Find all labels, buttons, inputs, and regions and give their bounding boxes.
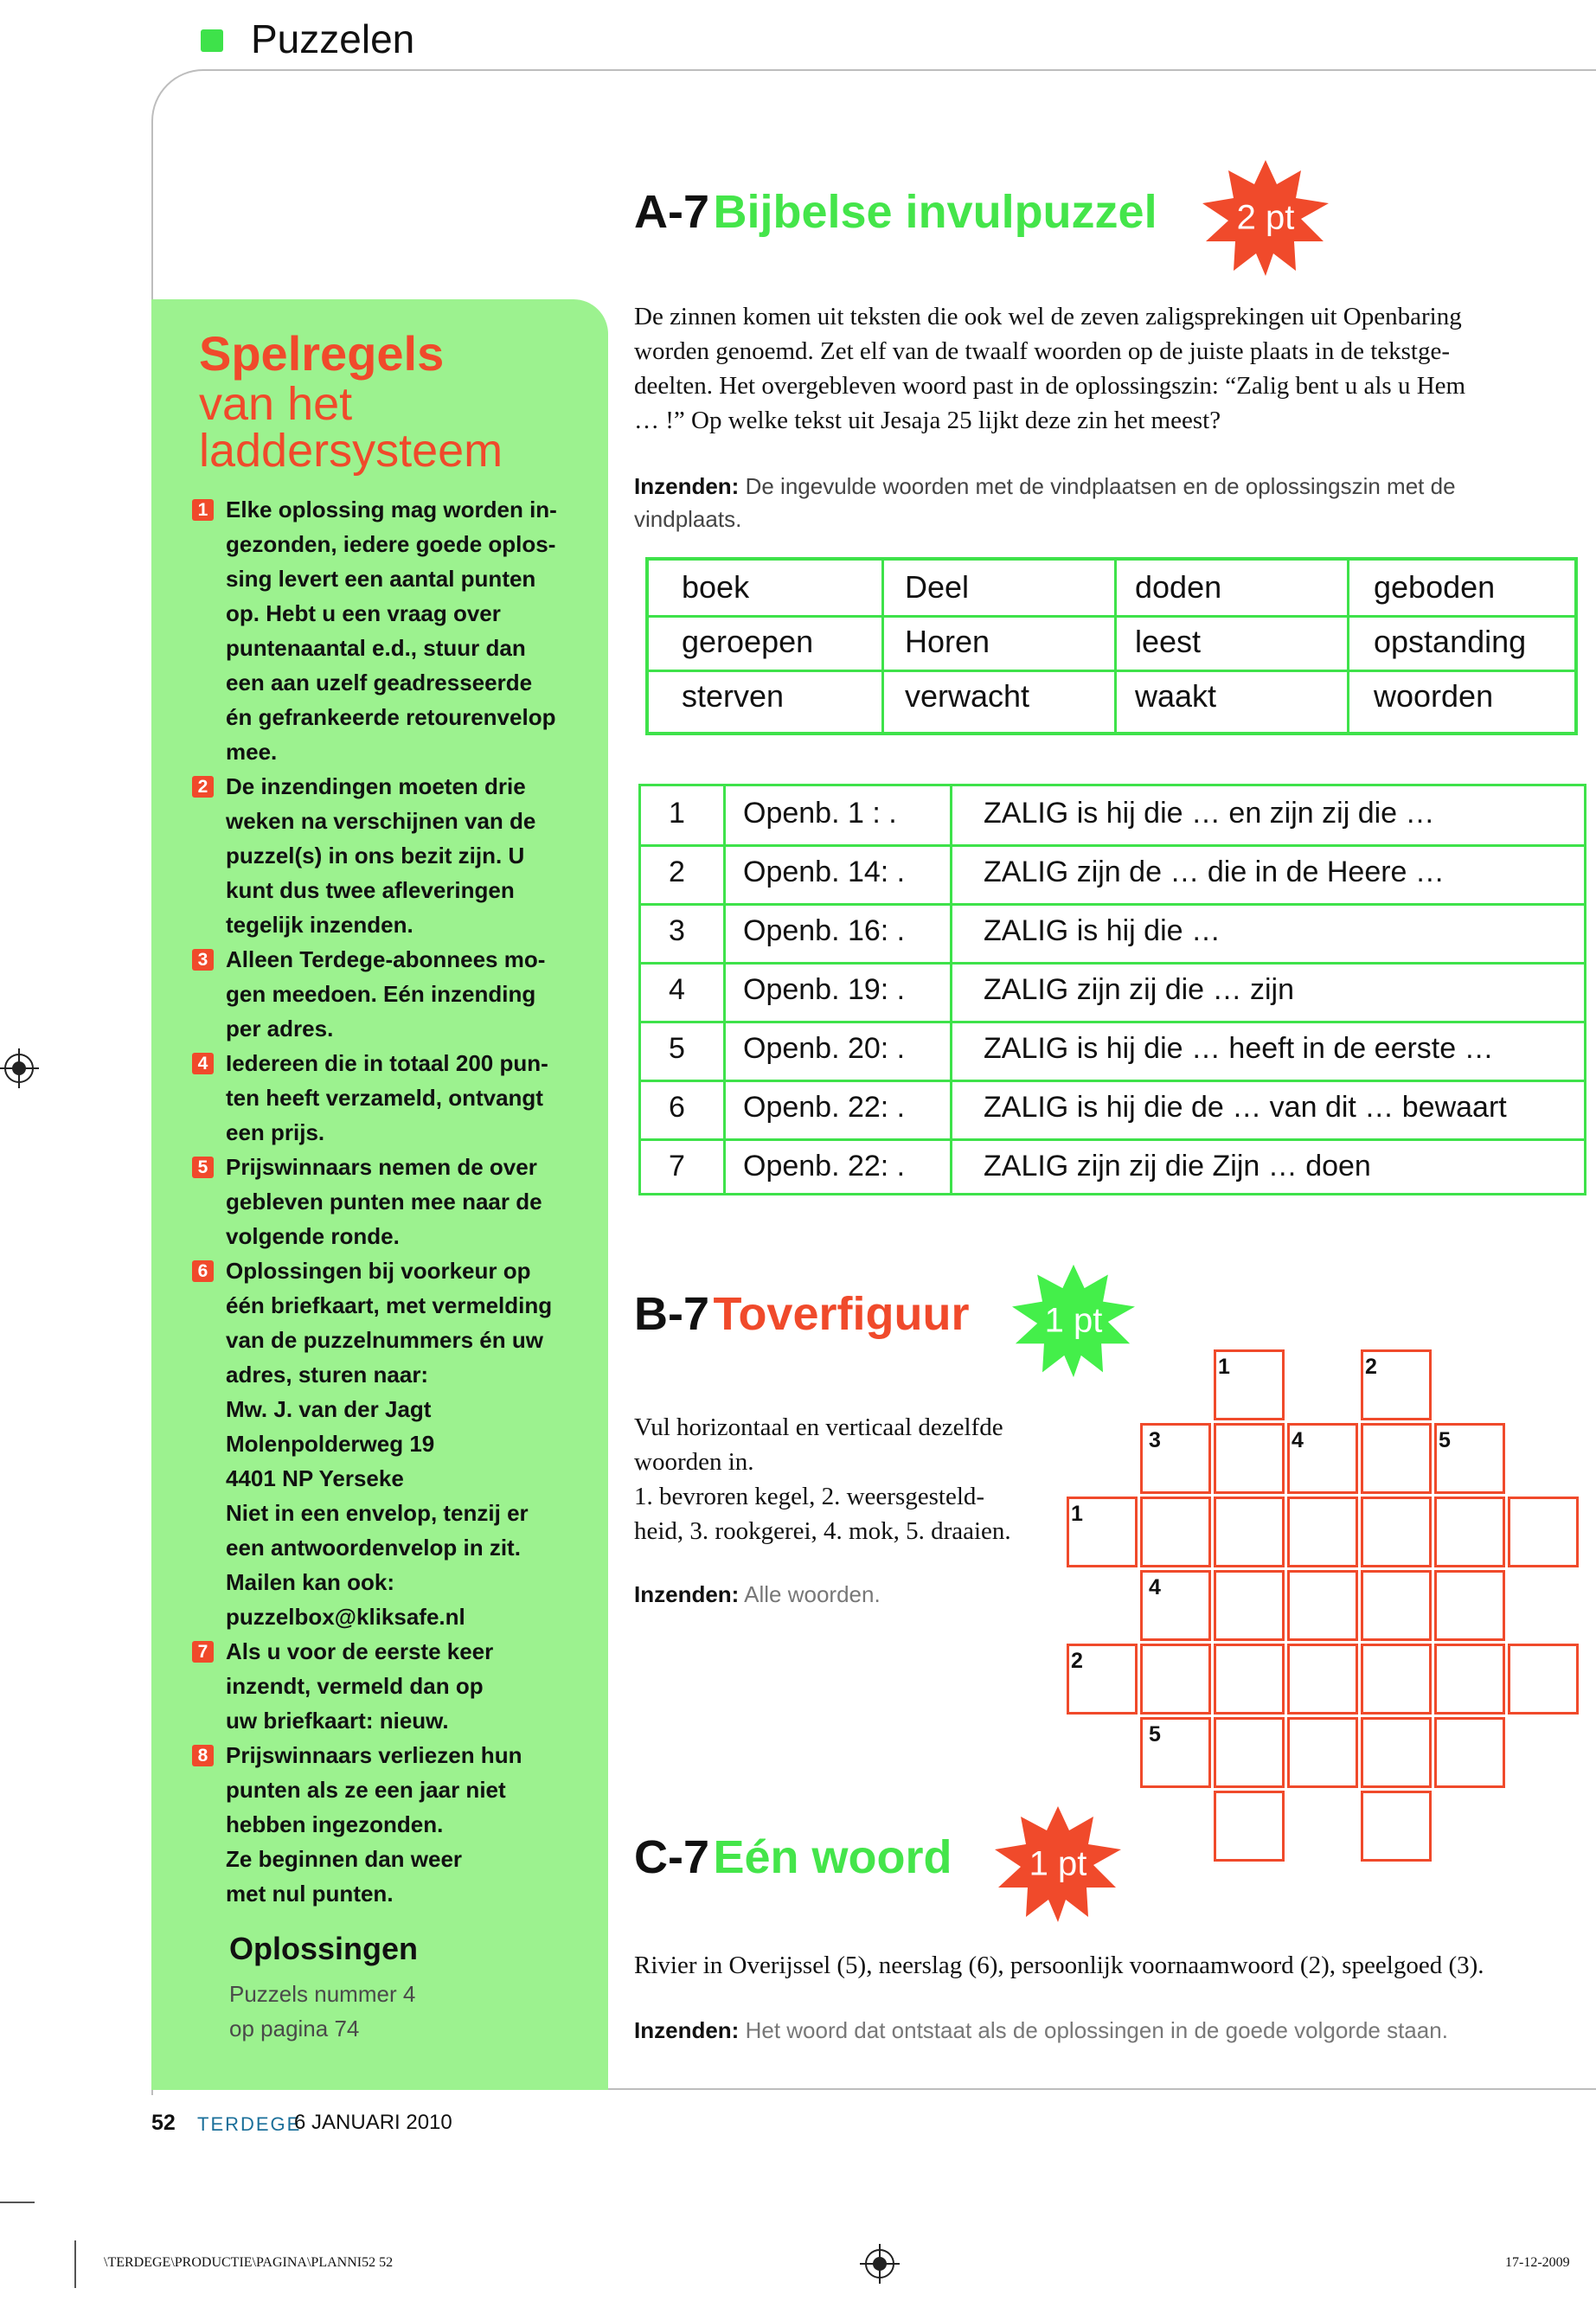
text-line: worden genoemd. Zet elf van de twaalf woorden op de juiste plaats in de tekstge-: [634, 337, 1450, 365]
puzzle-b-send-label: Inzenden:: [634, 1581, 740, 1607]
grid-cell[interactable]: [1214, 1570, 1285, 1641]
text-line: De zinnen komen uit teksten die ook wel de zeven zaligsprekingen uit Openbaring: [634, 303, 1462, 330]
verse-number: 3: [669, 914, 685, 947]
word-cell: sterven: [682, 678, 785, 714]
rule-7: [192, 1634, 573, 1738]
text-line: tegelijk inzenden.: [226, 912, 413, 938]
grid-number: 5: [1149, 1722, 1161, 1747]
rule-text: [226, 1150, 573, 1253]
word-table-divider: [1347, 561, 1349, 732]
puzzle-a-points: 2 pt: [1236, 198, 1295, 237]
word-table-divider: [649, 615, 1574, 618]
puzzle-c-name: Eén woord: [713, 1831, 952, 1883]
text-line: gezonden, iedere goede oplos-: [226, 531, 556, 557]
verse-text: ZALIG is hij die …: [984, 914, 1221, 947]
text-line: op. Hebt u een vraag over: [226, 600, 501, 626]
word-cell: geroepen: [682, 624, 814, 659]
rule-text: [226, 1046, 573, 1150]
verse-row: [641, 1022, 1584, 1080]
text-line: gen meedoen. Eén inzending: [226, 981, 536, 1007]
puzzle-b-points: 1 pt: [1044, 1301, 1103, 1340]
solutions-line-1: Puzzels nummer 4: [229, 1981, 416, 2007]
verse-row: [641, 904, 1584, 963]
verse-text: ZALIG is hij die … en zijn zij die …: [984, 797, 1435, 830]
text-line: Vul horizontaal en verticaal dezelfde: [634, 1413, 1003, 1441]
crop-mark: [74, 2240, 76, 2288]
rule-3: [192, 942, 573, 1046]
grid-cell[interactable]: [1361, 1791, 1432, 1862]
text-line: een antwoordenvelop in zit.: [226, 1535, 521, 1561]
text-line: een aan uzelf geadresseerde: [226, 670, 533, 695]
text-line: Prijswinnaars verliezen hun: [226, 1742, 522, 1768]
verse-text: ZALIG zijn zij die Zijn … doen: [984, 1150, 1371, 1183]
grid-cell[interactable]: [1361, 1570, 1432, 1641]
print-date: 17-12-2009: [1505, 2255, 1570, 2270]
puzzle-b-intro: [634, 1410, 1084, 1548]
grid-cell[interactable]: [1508, 1497, 1579, 1567]
section-title: Puzzelen: [251, 16, 415, 61]
grid-cell[interactable]: [1140, 1497, 1211, 1567]
grid-number: 2: [1071, 1649, 1083, 1673]
grid-number: 4: [1149, 1575, 1161, 1599]
rule-number: 8: [192, 1745, 214, 1766]
magazine-name: TERDEGE: [197, 2113, 302, 2135]
rule-number: 7: [192, 1641, 214, 1663]
verse-text: ZALIG is hij die … heeft in de eerste …: [984, 1032, 1494, 1065]
text-line: Niet in een envelop, tenzij er: [226, 1500, 529, 1526]
text-line: per adres.: [226, 1016, 334, 1042]
puzzle-b-send-text: Alle woorden.: [744, 1581, 881, 1607]
word-cell: woorden: [1374, 678, 1494, 714]
rule-6: [192, 1253, 573, 1634]
word-table-divider: [881, 561, 884, 732]
rule-1: [192, 492, 573, 769]
registration-mark-icon: [4, 1054, 34, 1083]
text-line: gebleven punten mee naar de: [226, 1189, 542, 1215]
text-line: Mw. J. van der Jagt: [226, 1396, 432, 1422]
verse-text: ZALIG zijn zij die … zijn: [984, 973, 1294, 1006]
text-line: én gefrankeerde retourenvelop: [226, 704, 556, 730]
verse-text: ZALIG is hij die de … van dit … bewaart: [984, 1091, 1507, 1124]
grid-cell[interactable]: [1214, 1423, 1285, 1494]
word-cell: opstanding: [1374, 624, 1527, 659]
word-table: [645, 557, 1578, 735]
grid-number: 5: [1439, 1428, 1451, 1452]
section-marker: [201, 29, 223, 52]
grid-number: 3: [1149, 1428, 1161, 1452]
verse-table: [638, 784, 1586, 1195]
puzzle-c-send-label: Inzenden:: [634, 2017, 740, 2043]
grid-cell[interactable]: [1434, 1717, 1505, 1788]
text-line: … !” Op welke tekst uit Jesaja 25 lijkt deze zin het meest?: [634, 407, 1221, 434]
grid-cell[interactable]: [1214, 1497, 1285, 1567]
rules-title: Spelregels: [199, 326, 445, 381]
grid-number: 1: [1218, 1355, 1230, 1379]
word-cell: waakt: [1135, 678, 1217, 714]
rule-number: 5: [192, 1157, 214, 1178]
print-path: \TERDEGE\PRODUCTIE\PAGINA\PLANNI52 52: [104, 2255, 394, 2270]
text-line: deelten. Het overgebleven woord past in de oplossingszin: “Zalig bent u als u Hem: [634, 372, 1466, 400]
text-line: sing levert een aantal punten: [226, 566, 536, 592]
puzzle-a-code: A-7: [634, 186, 710, 238]
grid-cell[interactable]: [1287, 1497, 1358, 1567]
rule-number: 3: [192, 949, 214, 971]
word-table-divider: [649, 670, 1574, 672]
text-line: puzzel(s) in ons bezit zijn. U: [226, 843, 525, 868]
word-cell: doden: [1135, 569, 1222, 605]
word-cell: Horen: [905, 624, 990, 659]
text-line: adres, sturen naar:: [226, 1362, 429, 1388]
grid-number: 1: [1071, 1502, 1083, 1526]
grid-cell[interactable]: [1434, 1644, 1505, 1715]
verse-text: ZALIG zijn de … die in de Heere …: [984, 856, 1445, 888]
puzzle-a-intro: [634, 299, 1577, 438]
text-line: Als u voor de eerste keer: [226, 1638, 494, 1664]
grid-cell[interactable]: [1287, 1644, 1358, 1715]
text-line: Ze beginnen dan weer: [226, 1846, 463, 1872]
text-line: Prijswinnaars nemen de over: [226, 1154, 537, 1180]
rule-number: 4: [192, 1053, 214, 1074]
solutions-line-2: op pagina 74: [229, 2016, 360, 2041]
puzzle-c-points-badge: [995, 1806, 1121, 1922]
verse-ref: Openb. 19: .: [743, 973, 906, 1006]
puzzle-a-send: [634, 470, 1577, 535]
puzzle-c-send: [634, 2014, 1586, 2047]
text-line: punten als ze een jaar niet: [226, 1777, 506, 1803]
puzzle-b-points-badge: [1012, 1263, 1135, 1379]
verse-row: [641, 963, 1584, 1022]
grid-cell[interactable]: [1361, 1423, 1432, 1494]
rules-subtitle-2: laddersysteem: [199, 425, 503, 477]
text-line: weken na verschijnen van de: [226, 808, 536, 834]
rule-text: [226, 942, 573, 1046]
puzzle-a-send-label: Inzenden:: [634, 473, 740, 499]
rule-text: [226, 769, 573, 942]
puzzle-a-send-text-2: vindplaats.: [634, 506, 742, 532]
text-line: heid, 3. rookgerei, 4. mok, 5. draaien.: [634, 1517, 1011, 1545]
verse-row: [641, 786, 1584, 845]
rules-subtitle-1: van het: [199, 378, 353, 430]
text-line: hebben ingezonden.: [226, 1811, 444, 1837]
grid-cell[interactable]: [1361, 1497, 1432, 1567]
text-line: inzendt, vermeld dan op: [226, 1673, 484, 1699]
verse-row: [641, 1139, 1584, 1198]
puzzle-c-send-text: Het woord dat ontstaat als de oplossingen in de goede volgorde staan.: [745, 2017, 1448, 2043]
puzzle-b-send: [634, 1578, 1084, 1611]
text-line: 4401 NP Yerseke: [226, 1465, 404, 1491]
word-cell: verwacht: [905, 678, 1030, 714]
rule-text: [226, 492, 573, 769]
text-line: Elke oplossing mag worden in-: [226, 497, 557, 522]
grid-cell[interactable]: [1361, 1644, 1432, 1715]
text-line: Molenpolderweg 19: [226, 1431, 435, 1457]
rule-5: [192, 1150, 573, 1253]
verse-number: 1: [669, 797, 685, 830]
verse-ref: Openb. 1 : .: [743, 797, 897, 830]
puzzle-a-heading: [634, 185, 1157, 239]
grid-cell[interactable]: [1287, 1570, 1358, 1641]
text-line: Mailen kan ook:: [226, 1569, 395, 1595]
text-line: van de puzzelnummers én uw: [226, 1327, 543, 1353]
text-line: kunt dus twee afleveringen: [226, 877, 515, 903]
puzzle-b-heading: [634, 1287, 969, 1341]
rule-text: [226, 1253, 573, 1634]
text-line: ten heeft verzameld, ontvangt: [226, 1085, 543, 1111]
verse-number: 4: [669, 973, 685, 1006]
puzzle-a-send-text-1: De ingevulde woorden met de vindplaatsen en de oplossingszin met de: [745, 473, 1456, 499]
verse-ref: Openb. 16: .: [743, 914, 906, 947]
registration-mark-icon: [865, 2249, 894, 2279]
verse-ref: Openb. 20: .: [743, 1032, 906, 1065]
grid-number: 4: [1292, 1428, 1304, 1452]
text-line: mee.: [226, 739, 278, 765]
puzzle-c-clue: Rivier in Overijssel (5), neerslag (6), persoonlijk voornaamwoord (2), speelgoed (3).: [634, 1952, 1484, 1979]
text-line: 1. bevroren kegel, 2. weersgesteld-: [634, 1483, 985, 1510]
text-line: een prijs.: [226, 1119, 325, 1145]
word-cell: leest: [1135, 624, 1202, 659]
text-line: Oplossingen bij voorkeur op: [226, 1258, 531, 1284]
verse-row: [641, 845, 1584, 904]
word-cell: boek: [682, 569, 750, 605]
rule-4: [192, 1046, 573, 1150]
verse-number: 6: [669, 1091, 685, 1124]
rule-text: [226, 1634, 573, 1738]
rule-number: 6: [192, 1260, 214, 1282]
grid-cell[interactable]: [1214, 1644, 1285, 1715]
verse-number: 2: [669, 856, 685, 888]
rule-number: 1: [192, 499, 214, 521]
word-cell: geboden: [1374, 569, 1496, 605]
rule-8: [192, 1738, 573, 1911]
word-cell: Deel: [905, 569, 970, 605]
grid-cell[interactable]: [1287, 1717, 1358, 1788]
verse-number: 7: [669, 1150, 685, 1183]
text-line: De inzendingen moeten drie: [226, 773, 526, 799]
verse-ref: Openb. 22: .: [743, 1091, 906, 1124]
puzzle-b-code: B-7: [634, 1288, 710, 1340]
solutions-title: Oplossingen: [229, 1931, 419, 1966]
text-line: Iedereen die in totaal 200 pun-: [226, 1050, 548, 1076]
verse-ref: Openb. 14: .: [743, 856, 906, 888]
grid-number: 2: [1365, 1355, 1377, 1379]
grid-cell[interactable]: [1434, 1497, 1505, 1567]
text-line: puntenaantal e.d., stuur dan: [226, 635, 526, 661]
text-line: woorden in.: [634, 1448, 754, 1476]
grid-cell[interactable]: [1434, 1570, 1505, 1641]
grid-cell[interactable]: [1140, 1644, 1211, 1715]
rule-number: 2: [192, 776, 214, 798]
text-line: uw briefkaart: nieuw.: [226, 1708, 449, 1734]
puzzle-c-code: C-7: [634, 1831, 710, 1883]
puzzle-a-name: Bijbelse invulpuzzel: [713, 186, 1157, 238]
puzzle-c-points: 1 pt: [1029, 1844, 1087, 1883]
word-table-divider: [1114, 561, 1117, 732]
text-line: Alleen Terdege-abonnees mo-: [226, 946, 546, 972]
text-line: één briefkaart, met vermelding: [226, 1292, 553, 1318]
text-line: puzzelbox@kliksafe.nl: [226, 1604, 465, 1630]
page-number: 52: [151, 2111, 176, 2135]
grid-cell[interactable]: [1214, 1717, 1285, 1788]
puzzle-c-heading: [634, 1830, 952, 1884]
crop-mark: [0, 2202, 35, 2203]
grid-cell[interactable]: [1508, 1644, 1579, 1715]
grid-cell[interactable]: [1214, 1791, 1285, 1862]
verse-row: [641, 1080, 1584, 1139]
verse-ref: Openb. 22: .: [743, 1150, 906, 1183]
rule-text: [226, 1738, 573, 1911]
text-line: met nul punten.: [226, 1881, 394, 1907]
issue-date: 6 JANUARI 2010: [294, 2111, 452, 2134]
rule-2: [192, 769, 573, 942]
grid-cell[interactable]: [1361, 1717, 1432, 1788]
verse-number: 5: [669, 1032, 685, 1065]
puzzle-a-points-badge: [1202, 160, 1329, 276]
text-line: volgende ronde.: [226, 1223, 400, 1249]
puzzle-b-name: Toverfiguur: [713, 1288, 970, 1340]
